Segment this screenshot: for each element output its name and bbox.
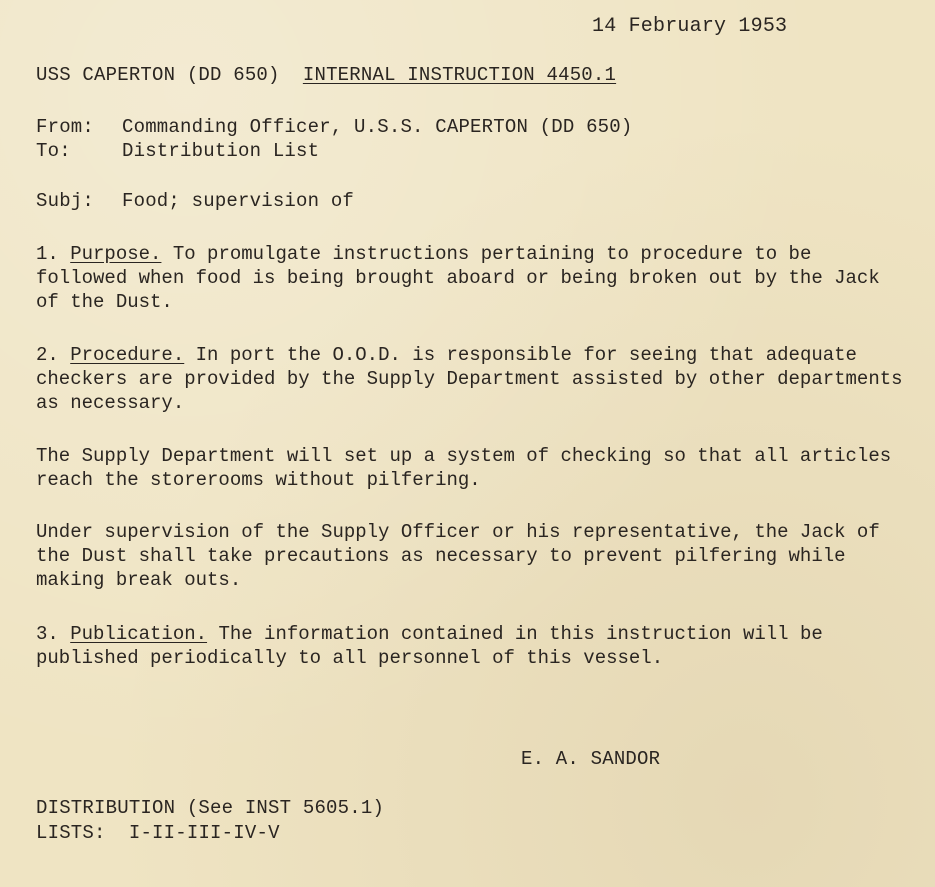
paragraph-checking: [36, 444, 906, 492]
document-date: 14 February 1953: [592, 15, 788, 38]
to-value: Distribution List: [122, 140, 320, 162]
paragraph-text: To promulgate instructions pertaining to procedure to be followed when food is being brought aboard or being broken out by the Jack of the Dust.: [36, 243, 880, 313]
paragraph-procedure: [36, 343, 906, 415]
paragraph-text: The Supply Department will set up a system of checking so that all articles reach the storerooms without pilfering.: [36, 445, 892, 491]
subject-value: Food; supervision of: [122, 190, 355, 212]
paragraph-number: 2.: [36, 344, 59, 366]
signature: E. A. SANDOR: [521, 748, 661, 770]
lists-line: [36, 822, 280, 844]
from-value: Commanding Officer, U.S.S. CAPERTON (DD 650): [122, 116, 633, 138]
to-line: [36, 140, 319, 162]
paragraph-publication: [36, 622, 906, 670]
subject-line: [36, 190, 354, 212]
lists-label: LISTS:: [36, 822, 106, 844]
document-header: [36, 64, 616, 86]
to-label: To:: [36, 140, 71, 162]
paragraph-supervision: [36, 520, 906, 592]
paragraph-heading: Purpose.: [70, 243, 162, 265]
paragraph-purpose: [36, 242, 906, 314]
distribution-line: DISTRIBUTION (See INST 5605.1): [36, 797, 385, 819]
ship-name: USS CAPERTON (DD 650): [36, 64, 280, 86]
from-line: [36, 116, 632, 138]
paragraph-heading: Procedure.: [70, 344, 185, 366]
subject-label: Subj:: [36, 190, 95, 212]
from-label: From:: [36, 116, 95, 138]
paragraph-number: 3.: [36, 623, 59, 645]
paragraph-text: Under supervision of the Supply Officer or his representative, the Jack of the Dust shall take precautions as necessary to prevent pilfering while making break outs.: [36, 521, 880, 591]
lists-value: I-II-III-IV-V: [128, 822, 280, 844]
paragraph-number: 1.: [36, 243, 59, 265]
paragraph-text: In port the O.O.D. is responsible for seeing that adequate checkers are provided by the Supply Department assisted by other departments as necessary.: [36, 344, 903, 414]
paragraph-text: The information contained in this instruction will be published periodically to all personnel of this vessel.: [36, 623, 823, 669]
paragraph-heading: Publication.: [70, 623, 208, 645]
instruction-number: INTERNAL INSTRUCTION 4450.1: [302, 64, 617, 86]
